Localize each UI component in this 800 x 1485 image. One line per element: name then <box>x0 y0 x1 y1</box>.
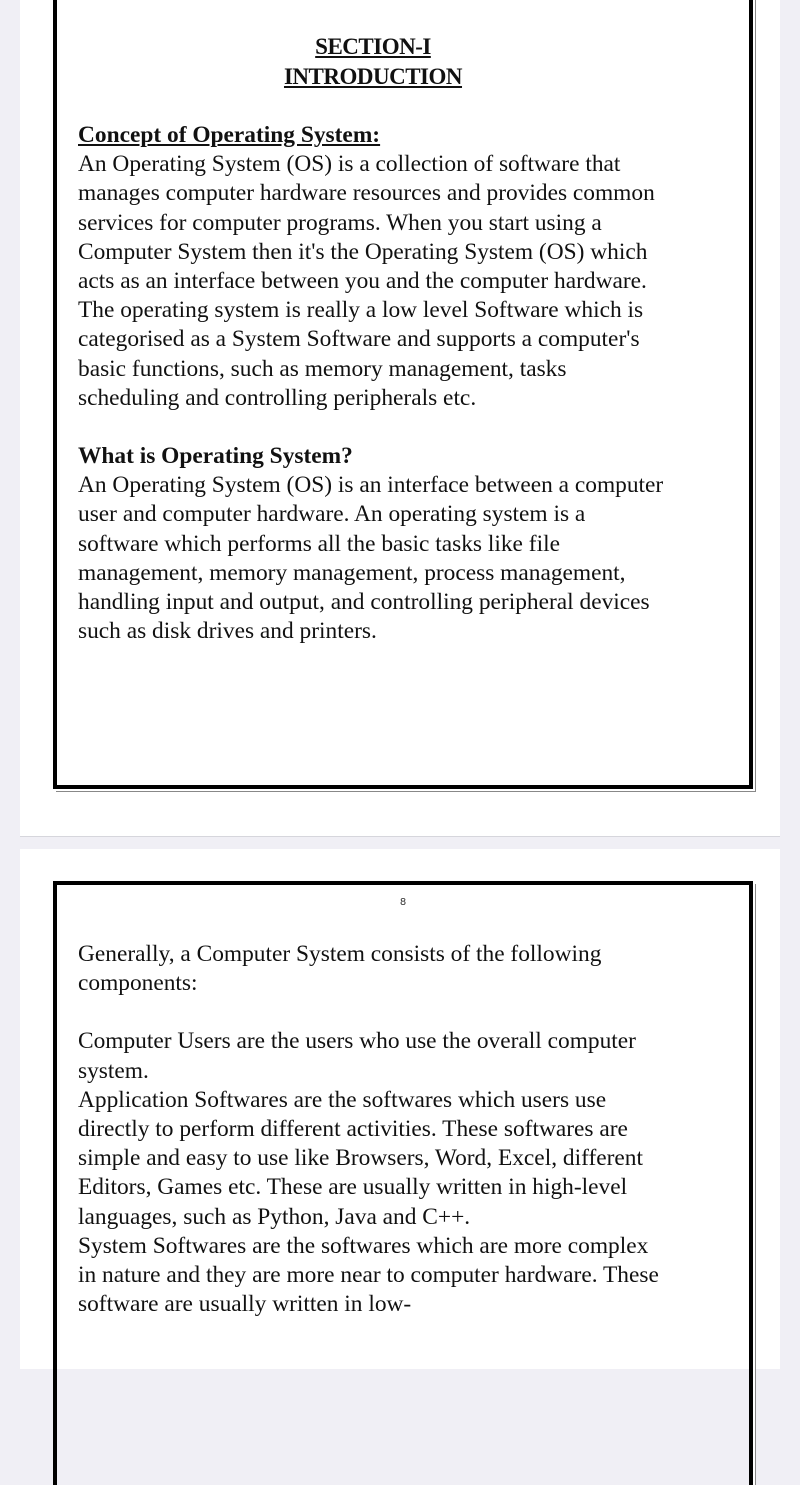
section-subtitle: INTRODUCTION <box>283 64 463 89</box>
components-intro: Generally, a Computer System consists of the following components: <box>78 941 602 997</box>
page-2-content <box>78 940 668 1319</box>
concept-paragraph: An Operating System (OS) is a collection of software that manages computer hardware resources and provides common services for computer programs. When you start using a Computer System then it's the Operating System (OS) which acts as an interface between you and the computer hardware. The operating system is really a low level Software which is categorised as a System Software and supports a computer's basic functions, such as memory management, tasks scheduling and controlling peripherals etc. <box>78 151 655 411</box>
application-software-paragraph: Application Softwares are the softwares which users use directly to perform different activities. These softwares are simple and easy to use like Browsers, Word, Excel, different Editors, Games etc. These are usually written in high-level languages, such as Python, Java and C++. <box>78 1086 643 1230</box>
system-software-paragraph: System Softwares are the softwares which are more complex in nature and they are more near to computer hardware. These software are usually written in low- <box>78 1232 659 1318</box>
what-is-os-paragraph: An Operating System (OS) is an interface between a computer user and computer hardware. An operating system is a software which performs all the basic tasks like file management, memory management, process management, handling input and output, and controlling peripheral devices such as disk drives and printers. <box>78 472 664 645</box>
concept-heading: Concept of Operating System: <box>78 122 381 148</box>
page-number: 8 <box>399 897 407 908</box>
page-1-content <box>78 32 668 646</box>
document-page-2 <box>20 849 780 1369</box>
what-is-os-heading: What is Operating System? <box>78 443 353 470</box>
section-title: SECTION-I <box>315 34 431 59</box>
document-page-1 <box>20 0 780 836</box>
computer-users-paragraph: Computer Users are the users who use the overall computer system. <box>78 1028 636 1084</box>
